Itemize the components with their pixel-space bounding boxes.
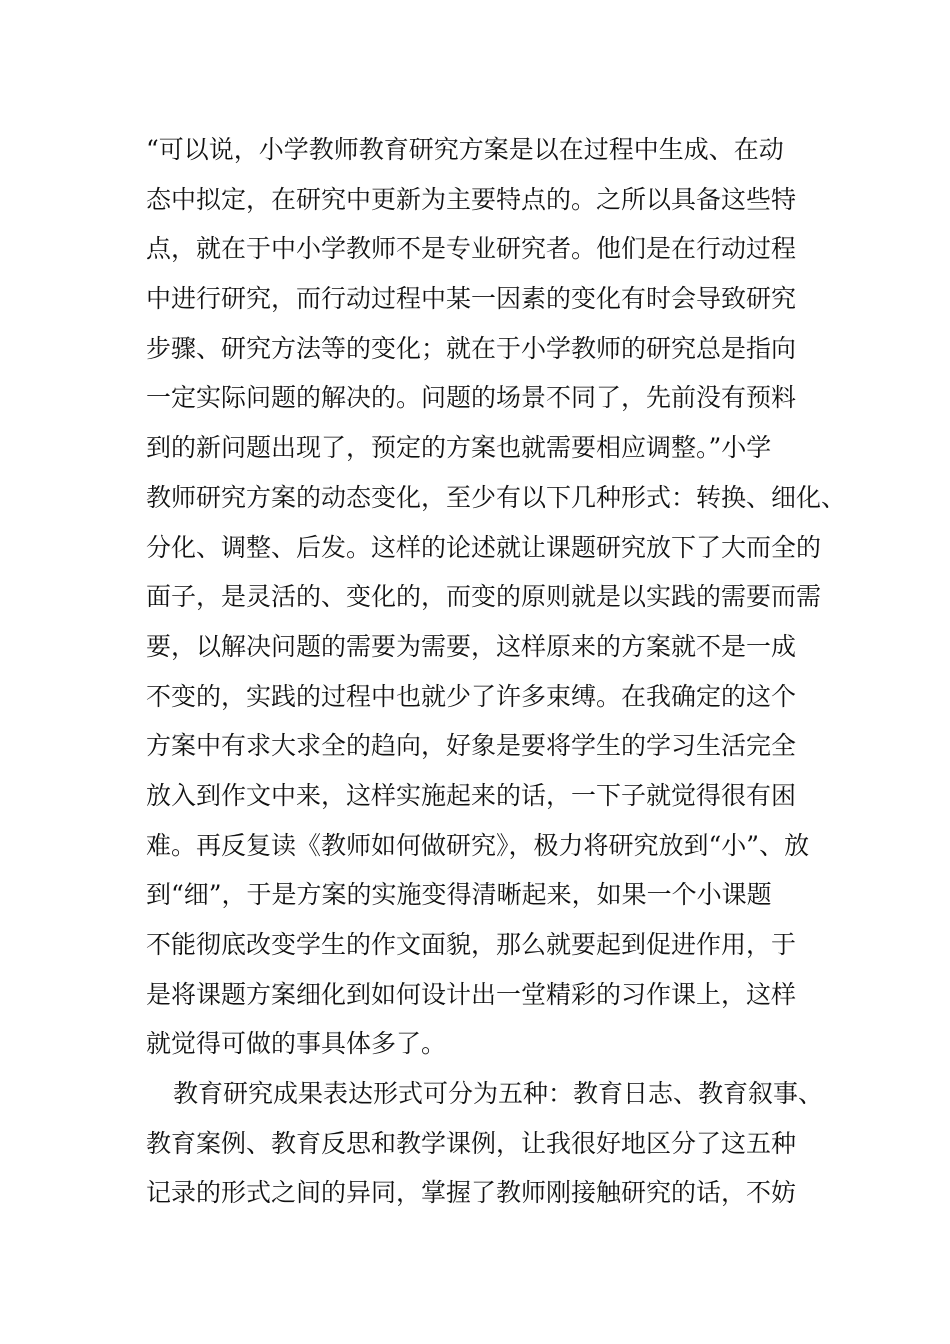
text-line: 放入到作文中来，这样实施起来的话，一下子就觉得很有困 [146, 780, 797, 810]
text-line: 教育案例、教育反思和教学课例，让我很好地区分了这五种 [146, 1128, 797, 1158]
text-line: 是将课题方案细化到如何设计出一堂精彩的习作课上，这样 [146, 979, 797, 1009]
text-line: 点，就在于中小学教师不是专业研究者。他们是在行动过程 [146, 234, 797, 264]
text-line: 记录的形式之间的异同，掌握了教师刚接触研究的话，不妨 [146, 1178, 797, 1208]
text-line: 教师研究方案的动态变化，至少有以下几种形式：转换、细化、 [146, 482, 847, 512]
text-line: 到“细”，于是方案的实施变得清晰起来，如果一个小课题 [146, 880, 772, 910]
text-line: 中进行研究，而行动过程中某一因素的变化有时会导致研究 [146, 284, 797, 314]
text-line: 分化、调整、后发。这样的论述就让课题研究放下了大而全的 [146, 532, 822, 562]
text-line: 态中拟定，在研究中更新为主要特点的。之所以具备这些特 [146, 184, 797, 214]
text-line: 面子，是灵活的、变化的，而变的原则就是以实践的需要而需 [146, 582, 822, 612]
text-line: 就觉得可做的事具体多了。 [146, 1029, 447, 1059]
text-line: 步骤、研究方法等的变化；就在于小学教师的研究总是指向 [146, 333, 797, 363]
text-line: 不变的，实践的过程中也就少了许多束缚。在我确定的这个 [146, 681, 797, 711]
text-line: “可以说，小学教师教育研究方案是以在过程中生成、在动 [146, 135, 784, 164]
paragraph-first-line: 教育研究成果表达形式可分为五种：教育日志、教育叙事、 [173, 1079, 824, 1109]
text-line: 到的新问题出现了，预定的方案也就需要相应调整。”小学 [146, 433, 772, 463]
body-text [146, 125, 846, 1218]
text-line: 一定实际问题的解决的。问题的场景不同了，先前没有预料 [146, 383, 797, 413]
text-line: 不能彻底改变学生的作文面貌，那么就要起到促进作用，于 [146, 930, 797, 959]
text-line: 要，以解决问题的需要为需要，这样原来的方案就不是一成 [146, 631, 797, 661]
text-line: 难。再反复读《教师如何做研究》，极力将研究放到“小”、放 [146, 830, 810, 860]
text-line: 方案中有求大求全的趋向，好象是要将学生的学习生活完全 [146, 731, 797, 761]
